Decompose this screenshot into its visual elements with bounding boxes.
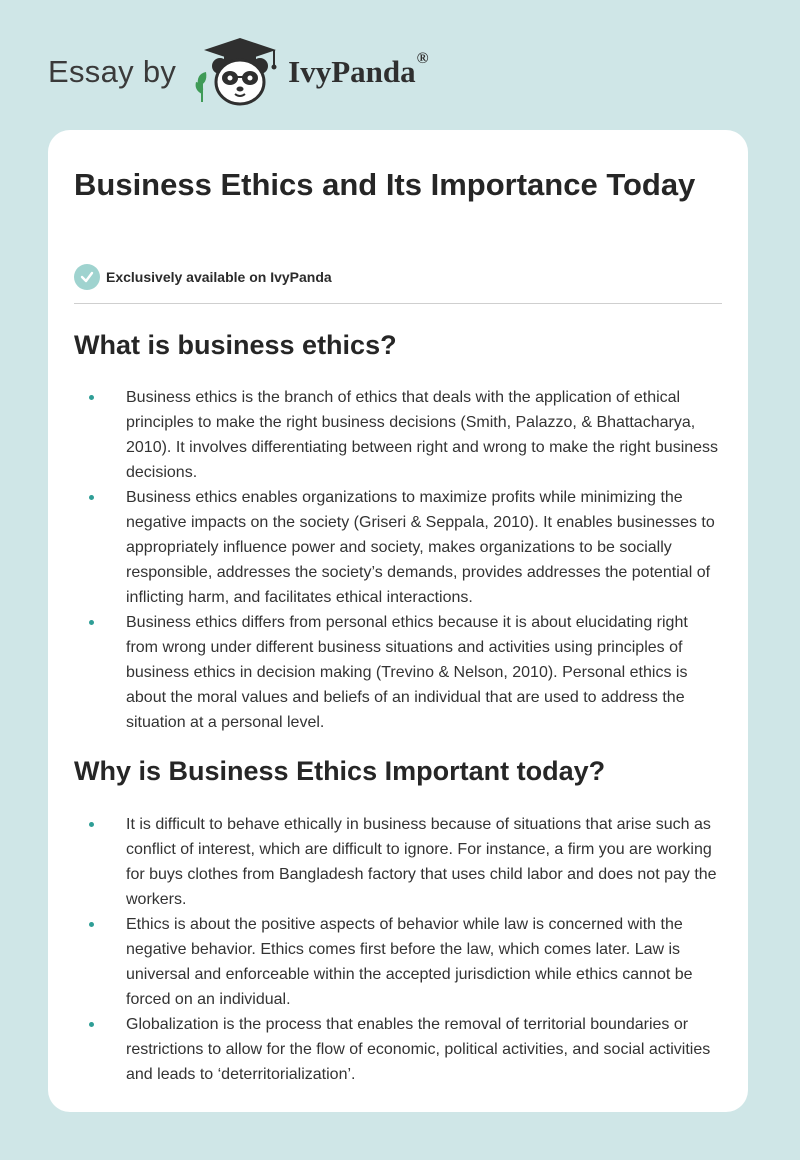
section-heading-why: Why is Business Ethics Important today?	[74, 756, 606, 786]
brand-header	[48, 36, 429, 108]
section-heading-what: What is business ethics?	[74, 330, 397, 360]
registered-mark: ®	[416, 50, 429, 67]
brand-prefix: Essay by	[48, 54, 177, 89]
list-item: Ethics is about the positive aspects of behavior while law is concerned with the negative behavior. Ethics comes first before the law, which comes later. Law is universal and enforceable within the accepted jurisdiction while ethics cannot be forced on an individual.	[74, 912, 724, 1012]
check-icon	[74, 264, 100, 290]
exclusive-label: Exclusively available on IvyPanda	[106, 269, 332, 285]
essay-card	[48, 130, 748, 1112]
list-item: Business ethics is the branch of ethics that deals with the application of ethical principles to make the right business decisions (Smith, Palazzo, & Bhattacharya, 2010). It involves differentiating between right and wrong to make the right business decisions.	[74, 385, 724, 485]
divider	[74, 303, 722, 304]
list-item: Business ethics differs from personal ethics because it is about elucidating right from wrong under different business situations and activities using principles of business ethics in decision making (Trevino & Nelson, 2010). Personal ethics is about the moral values and beliefs of an individual that are used to address the situation at a personal level.	[74, 610, 724, 735]
section-list-what	[74, 385, 724, 735]
brand-name: IvyPanda®	[288, 50, 429, 89]
section-list-why	[74, 812, 724, 1087]
exclusive-badge	[74, 264, 332, 290]
panda-logo-icon	[190, 36, 282, 108]
page-title: Business Ethics and Its Importance Today	[74, 167, 696, 202]
list-item: Globalization is the process that enables the removal of territorial boundaries or restrictions to allow for the flow of economic, political activities, and social activities and leads to ‘deterritorialization’.	[74, 1012, 724, 1087]
list-item: Business ethics enables organizations to maximize profits while minimizing the negative impacts on the society (Griseri & Seppala, 2010). It enables businesses to appropriately influence power and society, makes organizations to be socially responsible, addresses the society’s demands, provides addresses the potential of inflicting harm, and facilitates ethical interactions.	[74, 485, 724, 610]
list-item: It is difficult to behave ethically in business because of situations that arise such as conflict of interest, which are difficult to ignore. For instance, a firm you are working for buys clothes from Bangladesh factory that uses child labor and does not pay the workers.	[74, 812, 724, 912]
